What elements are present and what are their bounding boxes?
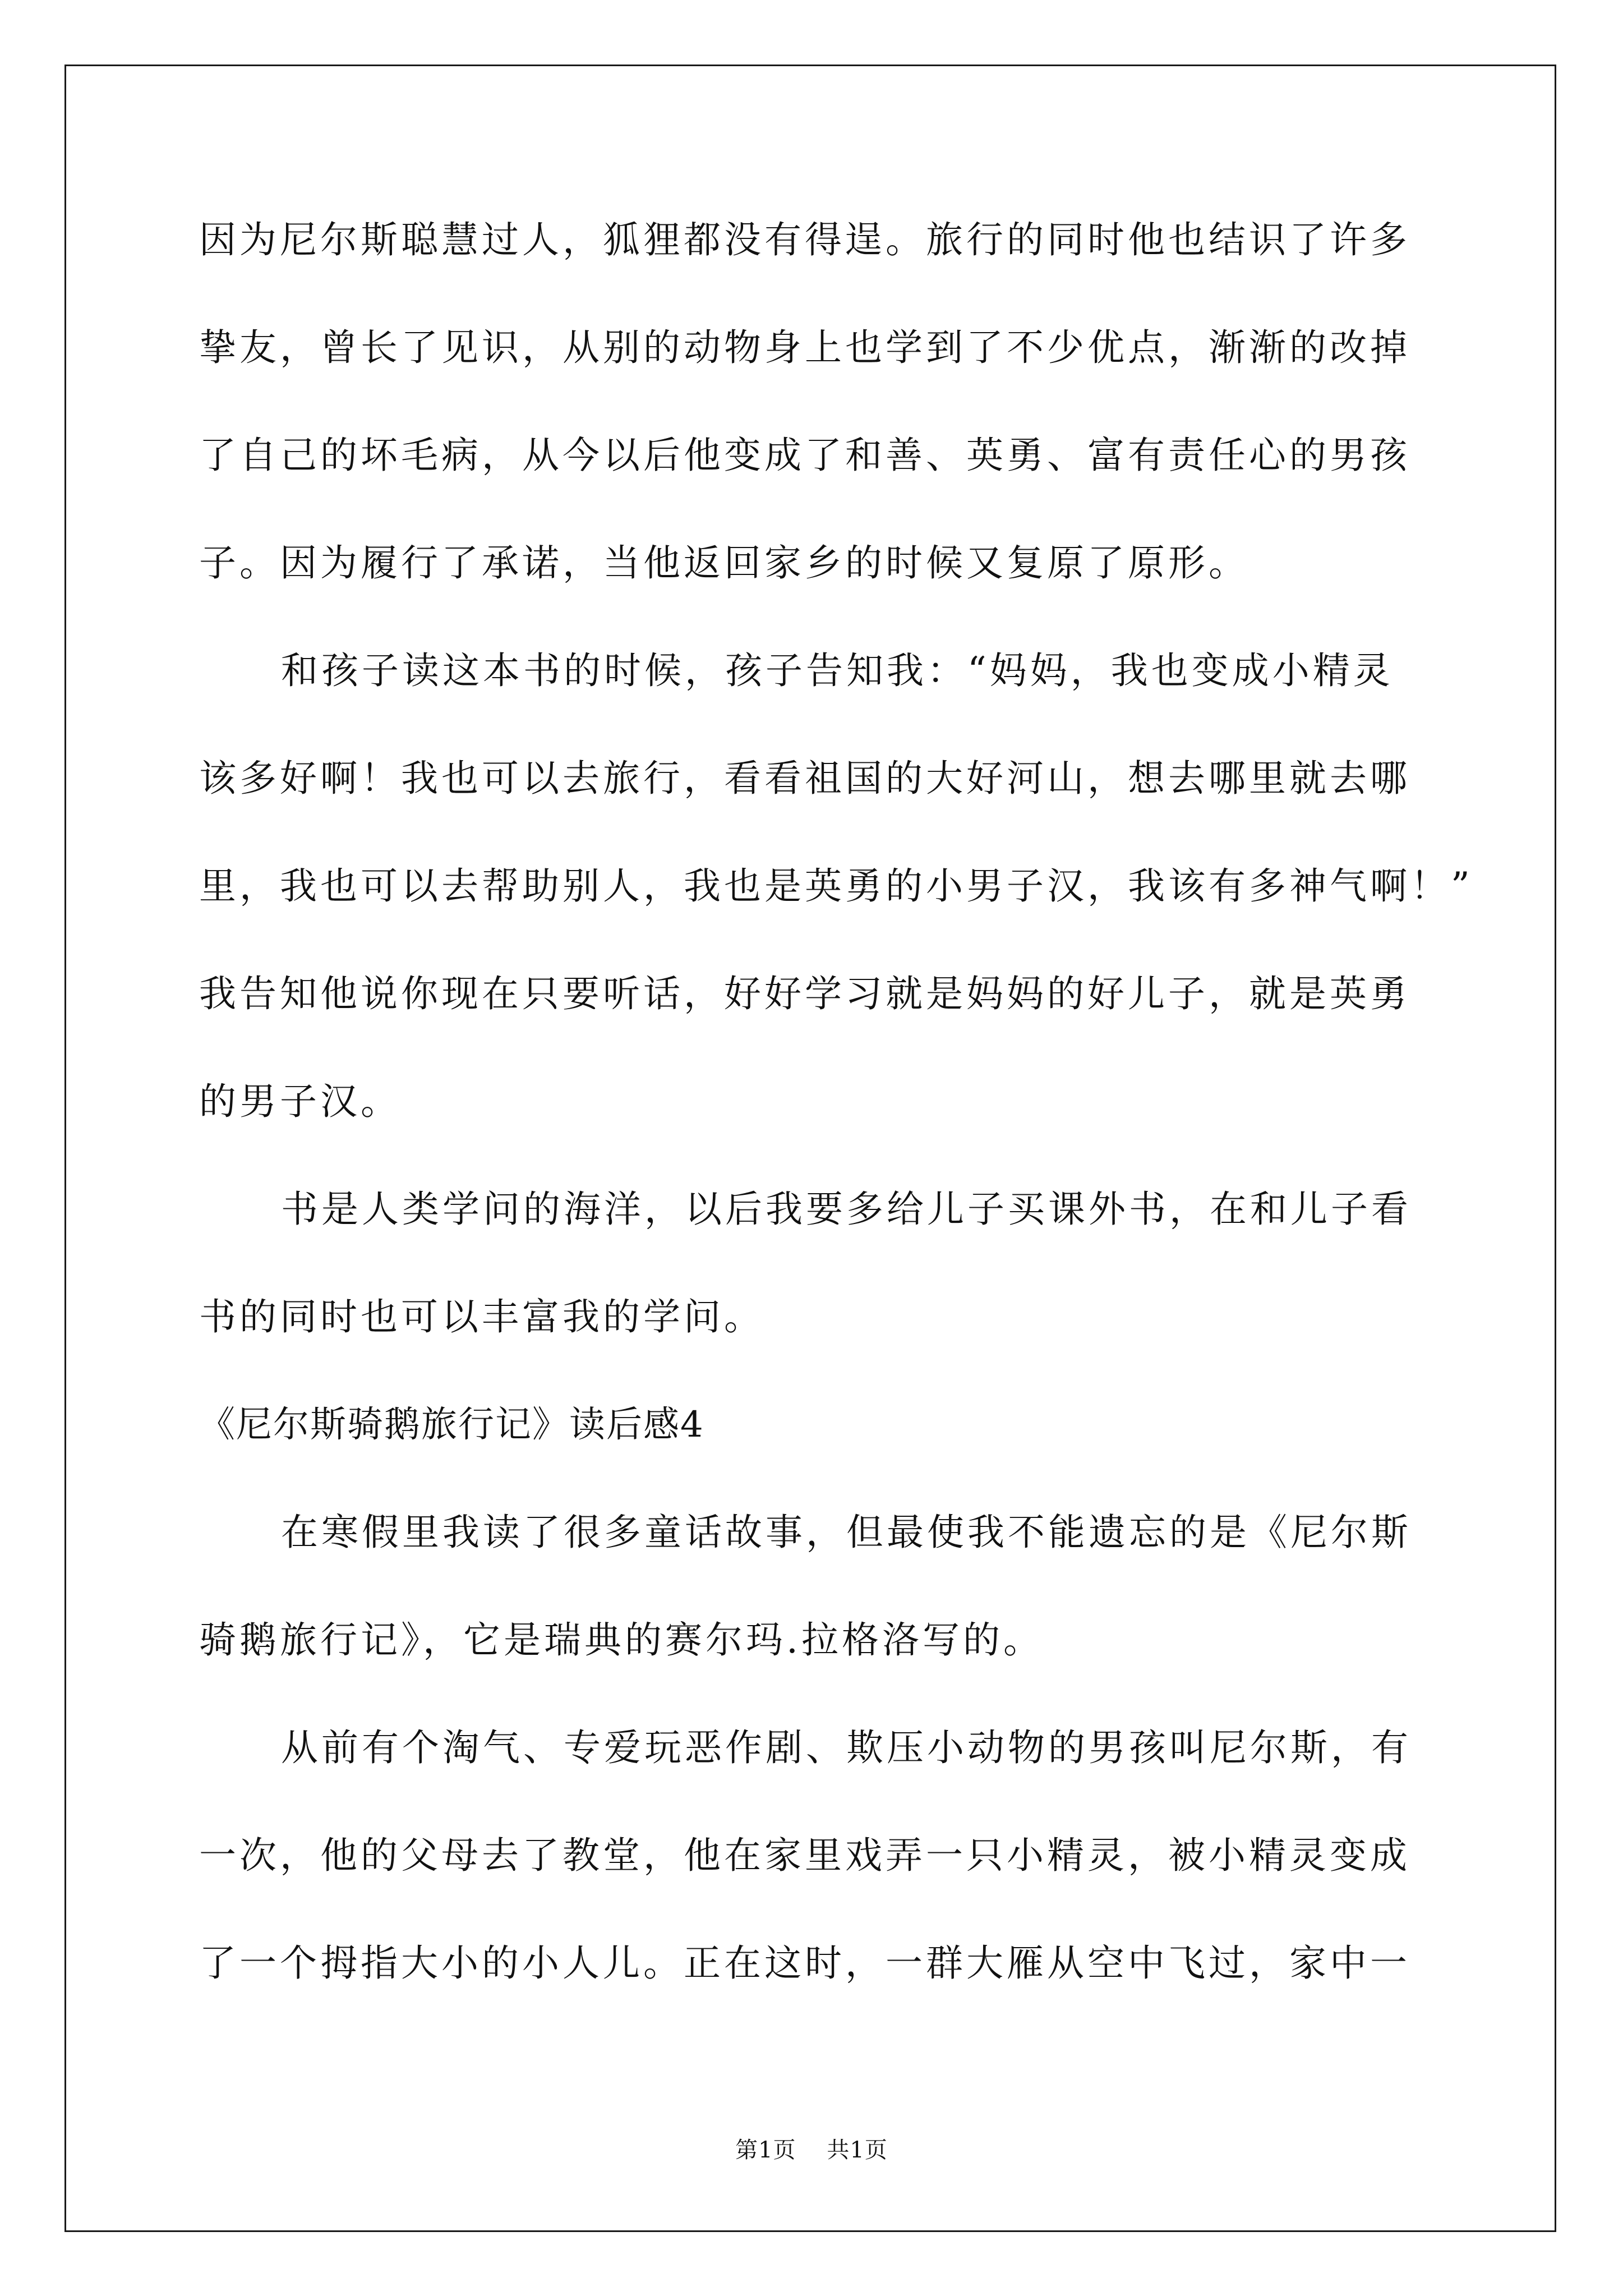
text-line: 和孩子读这本书的时候，孩子告知我：“妈妈，我也变成小精灵 xyxy=(281,649,1394,692)
text-line: 书是人类学问的海洋，以后我要多给儿子买课外书，在和儿子看 xyxy=(281,1188,1412,1231)
text-line: 因为尼尔斯聪慧过人，狐狸都没有得逞。旅行的同时他也结识了许多 xyxy=(199,218,1410,261)
page-number: 第1页 xyxy=(735,2137,796,2163)
text-line: 书的同时也可以丰富我的学问。 xyxy=(199,1295,764,1338)
text-line: 子。因为履行了承诺，当他返回家乡的时候又复原了原形。 xyxy=(199,541,1249,585)
text-line: 骑鹅旅行记》，它是瑞典的赛尔玛.拉格洛写的。 xyxy=(199,1618,1044,1662)
text-line: 在寒假里我读了很多童话故事，但最使我不能遗忘的是《尼尔斯 xyxy=(281,1511,1412,1554)
text-line: 里，我也可以去帮助别人，我也是英勇的小男子汉，我该有多神气啊！” xyxy=(199,864,1473,908)
text-line: 从前有个淘气、专爱玩恶作剧、欺压小动物的男孩叫尼尔斯，有 xyxy=(281,1726,1412,1769)
text-line: 的男子汉。 xyxy=(199,1080,401,1123)
section-heading: 《尼尔斯骑鹅旅行记》读后感4 xyxy=(199,1404,704,1446)
text-line: 挚友，曾长了见识，从别的动物身上也学到了不少优点，渐渐的改掉 xyxy=(199,326,1410,369)
text-line: 了一个拇指大小的小人儿。正在这时，一群大雁从空中飞过，家中一 xyxy=(199,1941,1410,1985)
text-line: 该多好啊！我也可以去旅行，看看祖国的大好河山，想去哪里就去哪 xyxy=(199,757,1410,800)
page-footer xyxy=(0,2136,1623,2164)
text-line: 了自己的坏毛病，从今以后他变成了和善、英勇、富有责任心的男孩 xyxy=(199,434,1410,477)
text-line: 我告知他说你现在只要听话，好好学习就是妈妈的好儿子，就是英勇 xyxy=(199,972,1410,1015)
text-line: 一次，他的父母去了教堂，他在家里戏弄一只小精灵，被小精灵变成 xyxy=(199,1834,1410,1877)
page-total: 共1页 xyxy=(827,2137,888,2163)
page-border xyxy=(64,65,1556,2232)
